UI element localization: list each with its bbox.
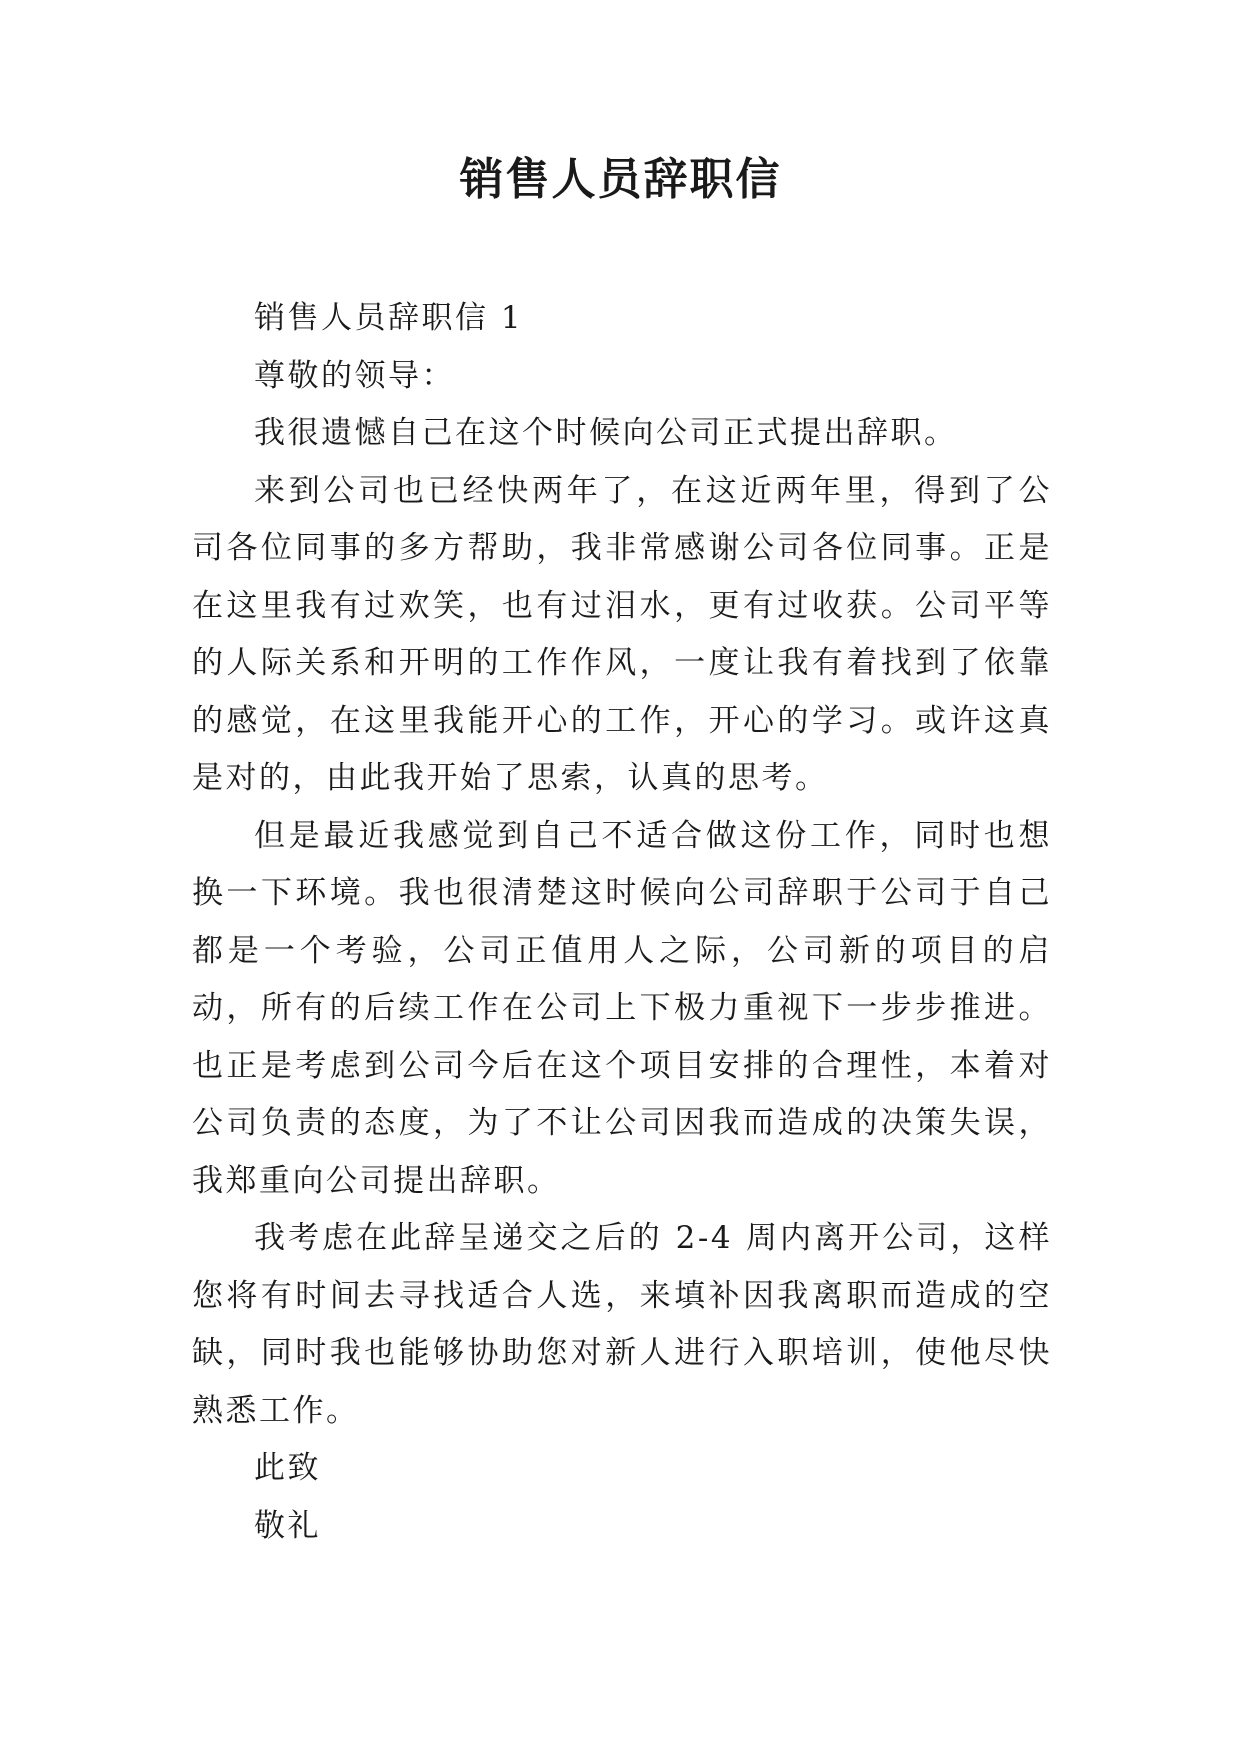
paragraph-gratitude: 来到公司也已经快两年了，在这近两年里，得到了公司各位同事的多方帮助，我非常感谢公司各位同事。正是在这里我有过欢笑，也有过泪水，更有过收获。公司平等的人际关系和开明的工作作风，一度让我有着找到了依靠的感觉，在这里我能开心的工作，开心的学习。或许这真是对的，由此我开始了思索，认真的思考。 [192, 472, 1052, 796]
document-title: 销售人员辞职信 [459, 154, 782, 205]
salutation: 尊敬的领导： [254, 357, 455, 394]
document-body [192, 290, 1052, 1555]
paragraph-reason: 但是最近我感觉到自己不适合做这份工作，同时也想换一下环境。我也很清楚这时候向公司辞职于公司于自己都是一个考验，公司正值用人之际，公司新的项目的启动，所有的后续工作在公司上下极力重视下一步步推进。也正是考虑到公司今后在这个项目安排的合理性，本着对公司负责的态度，为了不让公司因我而造成的决策失误，我郑重向公司提出辞职。 [192, 817, 1052, 1199]
closing-regards: 敬礼 [254, 1507, 321, 1544]
paragraph-intro: 我很遗憾自己在这个时候向公司正式提出辞职。 [254, 415, 958, 451]
closing-phrase: 此致 [254, 1450, 321, 1486]
paragraph-transition: 我考虑在此辞呈递交之后的 2-4 周内离开公司，这样您将有时间去寻找适合人选，来填补因我离职而造成的空缺，同时我也能够协助您对新人进行入职培训，使他尽快熟悉工作。 [192, 1220, 1052, 1429]
letter-heading: 销售人员辞职信 1 [254, 300, 524, 336]
